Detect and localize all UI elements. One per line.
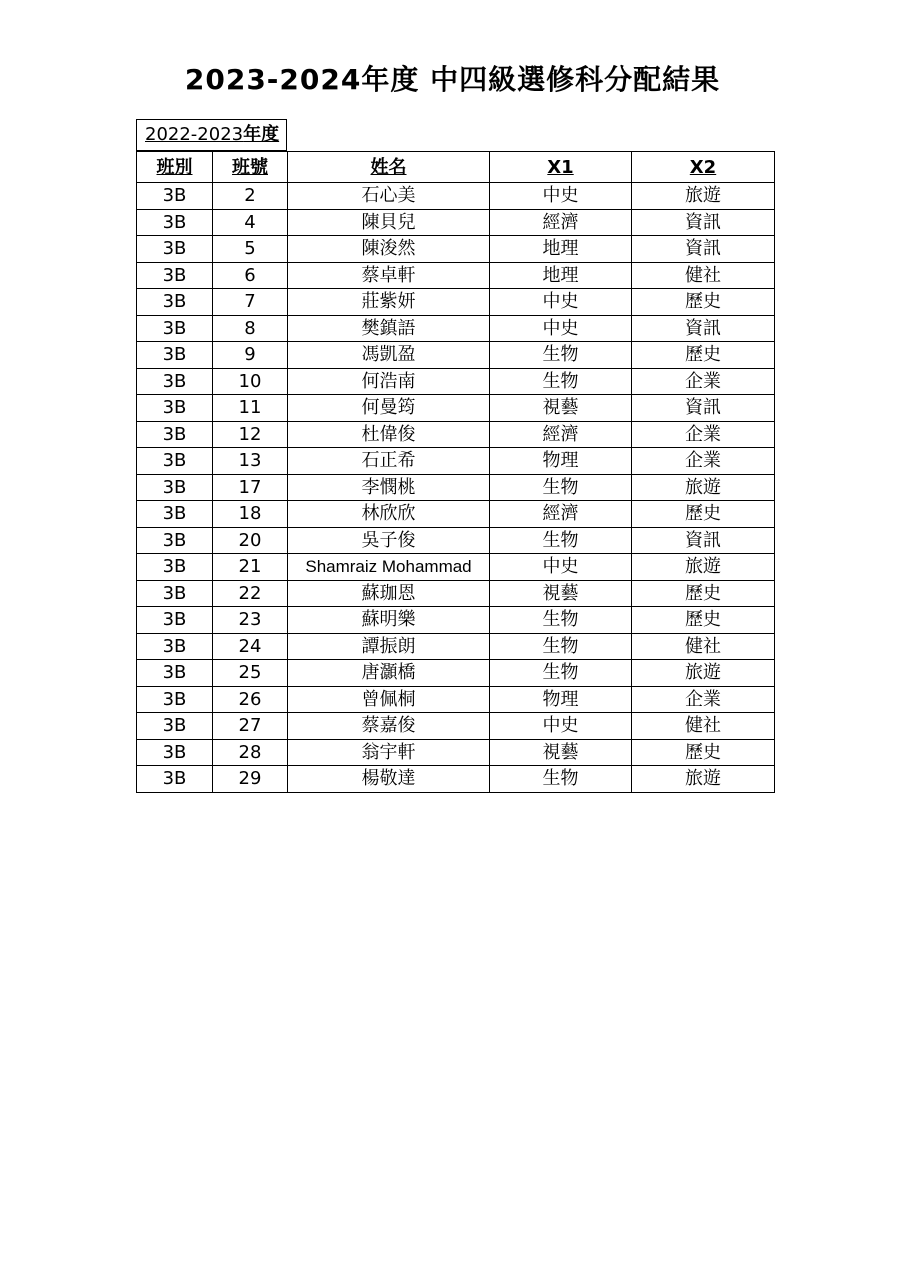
cell-class-number: 9 bbox=[213, 342, 288, 369]
cell-class: 3B bbox=[137, 183, 213, 210]
cell-name: 楊敬達 bbox=[288, 766, 490, 793]
cell-x1: 地理 bbox=[490, 262, 632, 289]
cell-x2: 健社 bbox=[632, 713, 775, 740]
cell-x1: 生物 bbox=[490, 342, 632, 369]
cell-x1: 視藝 bbox=[490, 395, 632, 422]
cell-class-number: 8 bbox=[213, 315, 288, 342]
cell-x1: 視藝 bbox=[490, 739, 632, 766]
cell-name: 樊鎮語 bbox=[288, 315, 490, 342]
cell-class-number: 27 bbox=[213, 713, 288, 740]
table-row bbox=[137, 448, 775, 475]
cell-class: 3B bbox=[137, 368, 213, 395]
cell-name: 蔡嘉俊 bbox=[288, 713, 490, 740]
cell-class-number: 22 bbox=[213, 580, 288, 607]
academic-year-label bbox=[136, 119, 287, 151]
cell-x2: 歷史 bbox=[632, 739, 775, 766]
cell-name: 曾佩桐 bbox=[288, 686, 490, 713]
cell-class-number: 4 bbox=[213, 209, 288, 236]
cell-name: 陳貝兒 bbox=[288, 209, 490, 236]
cell-class: 3B bbox=[137, 580, 213, 607]
cell-class: 3B bbox=[137, 209, 213, 236]
cell-name: 蘇明樂 bbox=[288, 607, 490, 634]
table-row bbox=[137, 289, 775, 316]
cell-x2: 資訊 bbox=[632, 236, 775, 263]
cell-name: 何曼筠 bbox=[288, 395, 490, 422]
cell-name: 馮凱盈 bbox=[288, 342, 490, 369]
table-row bbox=[137, 421, 775, 448]
cell-x2: 資訊 bbox=[632, 527, 775, 554]
cell-class-number: 26 bbox=[213, 686, 288, 713]
cell-name: 李憫桃 bbox=[288, 474, 490, 501]
cell-class-number: 11 bbox=[213, 395, 288, 422]
cell-x1: 中史 bbox=[490, 713, 632, 740]
cell-class: 3B bbox=[137, 607, 213, 634]
cell-class: 3B bbox=[137, 501, 213, 528]
cell-x1: 中史 bbox=[490, 183, 632, 210]
cell-x2: 旅遊 bbox=[632, 766, 775, 793]
table-row bbox=[137, 209, 775, 236]
cell-class-number: 18 bbox=[213, 501, 288, 528]
table-row bbox=[137, 660, 775, 687]
cell-x1: 生物 bbox=[490, 766, 632, 793]
cell-class: 3B bbox=[137, 633, 213, 660]
table-row bbox=[137, 368, 775, 395]
header-class-number: 班號 bbox=[213, 152, 288, 183]
cell-x2: 歷史 bbox=[632, 501, 775, 528]
cell-x1: 生物 bbox=[490, 607, 632, 634]
cell-class-number: 12 bbox=[213, 421, 288, 448]
cell-class: 3B bbox=[137, 527, 213, 554]
cell-x2: 歷史 bbox=[632, 289, 775, 316]
cell-x1: 地理 bbox=[490, 236, 632, 263]
cell-x2: 資訊 bbox=[632, 315, 775, 342]
table-row bbox=[137, 342, 775, 369]
cell-class: 3B bbox=[137, 474, 213, 501]
cell-class: 3B bbox=[137, 686, 213, 713]
cell-x2: 旅遊 bbox=[632, 474, 775, 501]
cell-class-number: 10 bbox=[213, 368, 288, 395]
cell-class: 3B bbox=[137, 395, 213, 422]
cell-name: 陳浚然 bbox=[288, 236, 490, 263]
cell-x2: 歷史 bbox=[632, 342, 775, 369]
academic-year-suffix: 年度 bbox=[243, 124, 280, 145]
table-row bbox=[137, 315, 775, 342]
cell-class-number: 23 bbox=[213, 607, 288, 634]
header-class: 班別 bbox=[137, 152, 213, 183]
cell-x1: 經濟 bbox=[490, 501, 632, 528]
cell-x1: 物理 bbox=[490, 448, 632, 475]
header-name: 姓名 bbox=[288, 152, 490, 183]
cell-name: 石正希 bbox=[288, 448, 490, 475]
cell-x2: 旅遊 bbox=[632, 183, 775, 210]
cell-x2: 資訊 bbox=[632, 209, 775, 236]
cell-class: 3B bbox=[137, 713, 213, 740]
cell-x1: 經濟 bbox=[490, 421, 632, 448]
cell-class: 3B bbox=[137, 554, 213, 581]
cell-class: 3B bbox=[137, 315, 213, 342]
table-row bbox=[137, 262, 775, 289]
cell-x1: 生物 bbox=[490, 368, 632, 395]
cell-name: 蘇珈恩 bbox=[288, 580, 490, 607]
cell-name: 蔡卓軒 bbox=[288, 262, 490, 289]
table-row bbox=[137, 686, 775, 713]
cell-class-number: 21 bbox=[213, 554, 288, 581]
cell-x1: 視藝 bbox=[490, 580, 632, 607]
cell-x1: 物理 bbox=[490, 686, 632, 713]
page-title: 2023-2024年度 中四級選修科分配結果 bbox=[184, 63, 721, 96]
cell-name: 林欣欣 bbox=[288, 501, 490, 528]
cell-x1: 生物 bbox=[490, 660, 632, 687]
cell-name: 譚振朗 bbox=[288, 633, 490, 660]
cell-x2: 旅遊 bbox=[632, 554, 775, 581]
cell-name: 杜偉俊 bbox=[288, 421, 490, 448]
table-row bbox=[137, 713, 775, 740]
cell-name: 翁宇軒 bbox=[288, 739, 490, 766]
table-header-row bbox=[137, 152, 775, 183]
cell-x2: 旅遊 bbox=[632, 660, 775, 687]
table-row bbox=[137, 554, 775, 581]
cell-x1: 中史 bbox=[490, 554, 632, 581]
cell-class-number: 20 bbox=[213, 527, 288, 554]
cell-class-number: 7 bbox=[213, 289, 288, 316]
table-row bbox=[137, 395, 775, 422]
header-x2: X2 bbox=[632, 152, 775, 183]
cell-class: 3B bbox=[137, 342, 213, 369]
cell-name: 何浩南 bbox=[288, 368, 490, 395]
cell-class-number: 17 bbox=[213, 474, 288, 501]
cell-x2: 健社 bbox=[632, 262, 775, 289]
cell-class-number: 13 bbox=[213, 448, 288, 475]
cell-class: 3B bbox=[137, 262, 213, 289]
table-row bbox=[137, 474, 775, 501]
cell-class-number: 2 bbox=[213, 183, 288, 210]
table-row bbox=[137, 739, 775, 766]
table-row bbox=[137, 580, 775, 607]
cell-x1: 經濟 bbox=[490, 209, 632, 236]
cell-x2: 企業 bbox=[632, 421, 775, 448]
cell-class: 3B bbox=[137, 448, 213, 475]
cell-x2: 企業 bbox=[632, 448, 775, 475]
cell-class: 3B bbox=[137, 236, 213, 263]
cell-x2: 健社 bbox=[632, 633, 775, 660]
cell-x1: 生物 bbox=[490, 474, 632, 501]
cell-class: 3B bbox=[137, 660, 213, 687]
cell-class-number: 5 bbox=[213, 236, 288, 263]
table-row bbox=[137, 501, 775, 528]
cell-x2: 企業 bbox=[632, 686, 775, 713]
table-row bbox=[137, 236, 775, 263]
cell-x2: 企業 bbox=[632, 368, 775, 395]
table-row bbox=[137, 527, 775, 554]
cell-class: 3B bbox=[137, 289, 213, 316]
cell-class-number: 29 bbox=[213, 766, 288, 793]
cell-class-number: 28 bbox=[213, 739, 288, 766]
cell-x2: 歷史 bbox=[632, 607, 775, 634]
cell-x1: 中史 bbox=[490, 315, 632, 342]
cell-class: 3B bbox=[137, 421, 213, 448]
cell-x1: 生物 bbox=[490, 527, 632, 554]
cell-x1: 中史 bbox=[490, 289, 632, 316]
cell-class: 3B bbox=[137, 766, 213, 793]
table-row bbox=[137, 183, 775, 210]
cell-name: 吳子俊 bbox=[288, 527, 490, 554]
academic-year-value: 2022-2023 bbox=[145, 124, 244, 145]
cell-x1: 生物 bbox=[490, 633, 632, 660]
allocation-table bbox=[136, 151, 775, 793]
cell-name: Shamraiz Mohammad bbox=[288, 554, 490, 581]
cell-name: 唐灝橋 bbox=[288, 660, 490, 687]
cell-x2: 歷史 bbox=[632, 580, 775, 607]
cell-x2: 資訊 bbox=[632, 395, 775, 422]
cell-class-number: 6 bbox=[213, 262, 288, 289]
cell-class-number: 24 bbox=[213, 633, 288, 660]
table-row bbox=[137, 766, 775, 793]
header-x1: X1 bbox=[490, 152, 632, 183]
cell-name: 石心美 bbox=[288, 183, 490, 210]
table-row bbox=[137, 607, 775, 634]
cell-class: 3B bbox=[137, 739, 213, 766]
cell-name: 莊紫妍 bbox=[288, 289, 490, 316]
table-row bbox=[137, 633, 775, 660]
cell-class-number: 25 bbox=[213, 660, 288, 687]
